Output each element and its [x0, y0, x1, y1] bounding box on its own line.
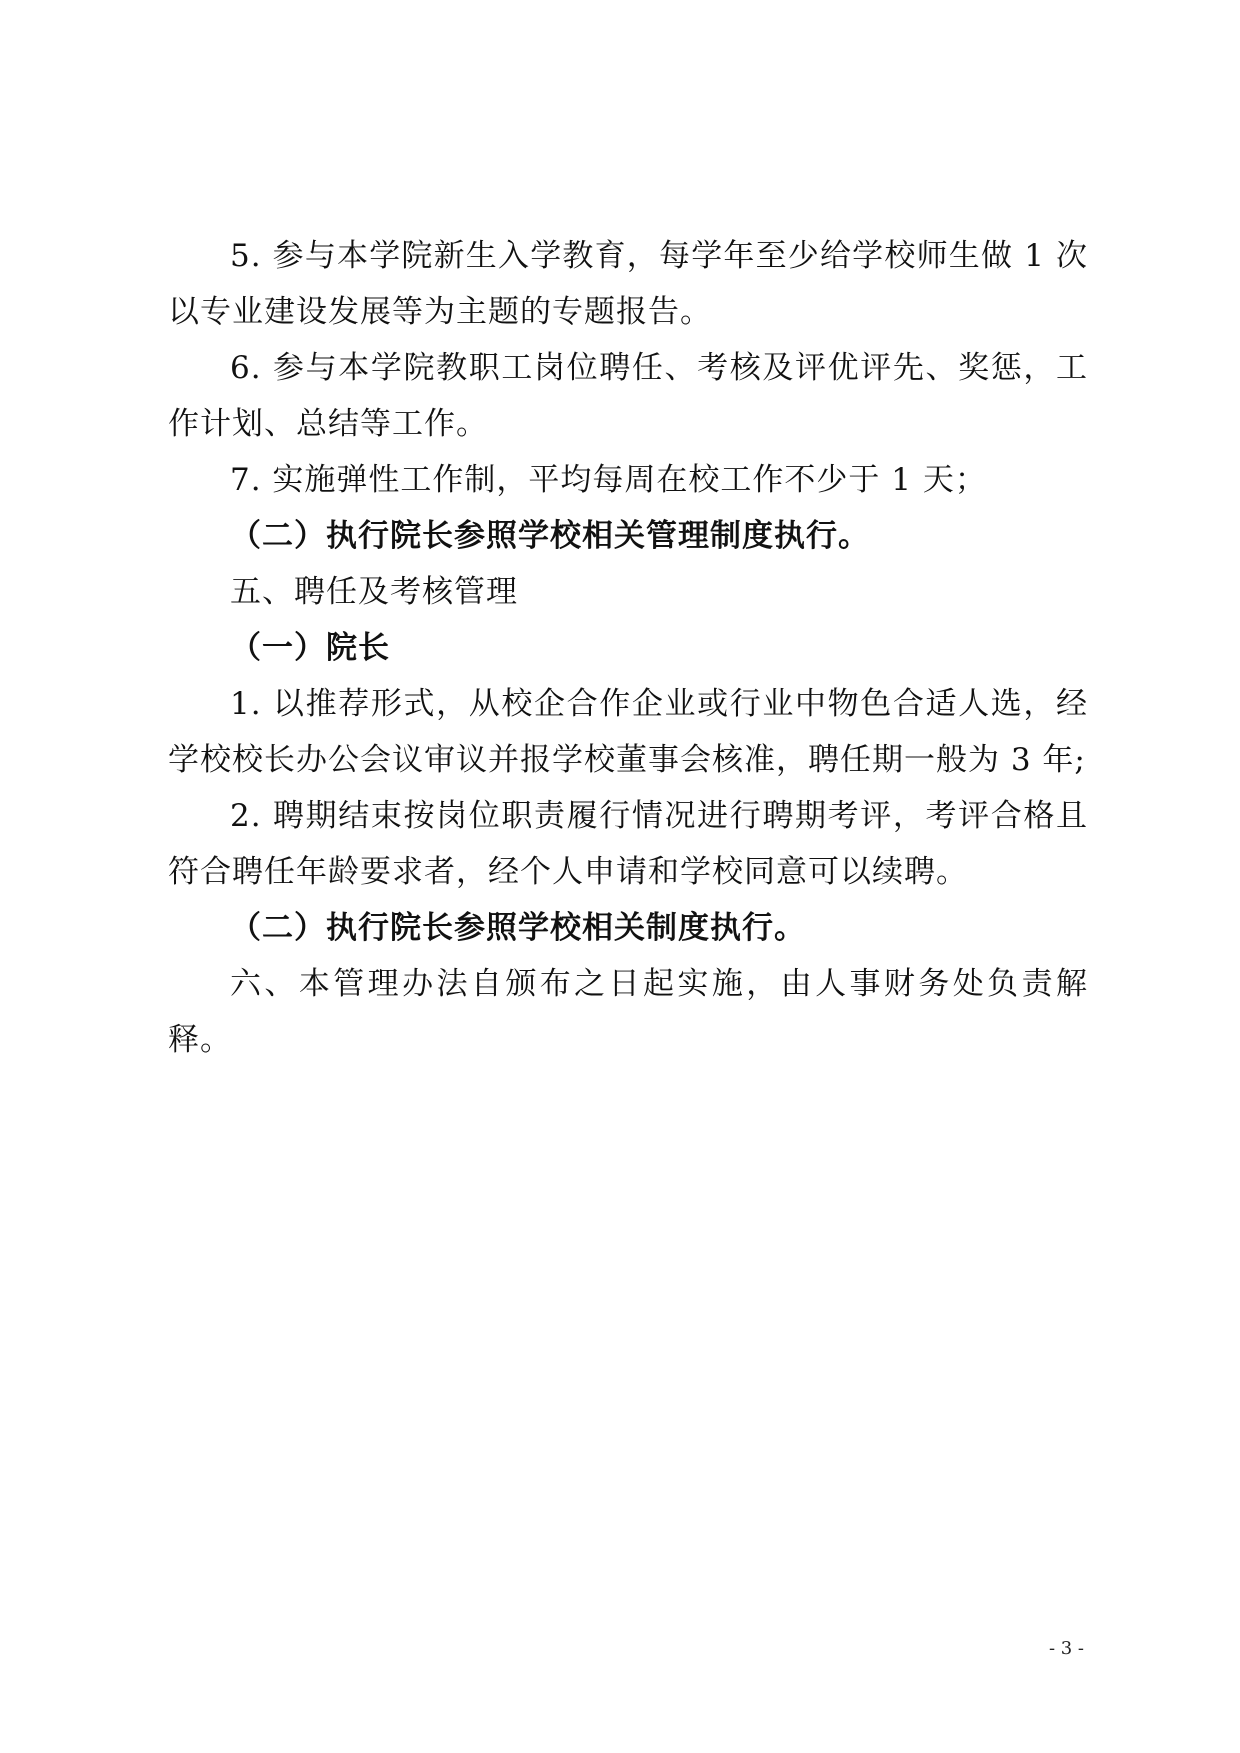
paragraph-item-7: 7. 实施弹性工作制，平均每周在校工作不少于 1 天； [230, 462, 987, 498]
document-body [168, 228, 1088, 1068]
page-number: - 3 - [1048, 1638, 1084, 1659]
section-heading-appointment: 五、聘任及考核管理 [230, 574, 518, 610]
sub-heading-executive-dean-2: （二）执行院长参照学校相关制度执行。 [230, 910, 806, 946]
paragraph-item-6: 6. 参与本学院教职工岗位聘任、考核及评优评先、奖惩，工作计划、总结等工作。 [168, 350, 1088, 442]
paragraph-item-2: 2. 聘期结束按岗位职责履行情况进行聘期考评，考评合格且符合聘任年龄要求者，经个人申请和学校同意可以续聘。 [168, 798, 1088, 890]
sub-heading-dean: （一）院长 [230, 630, 390, 666]
sub-heading-executive-dean: （二）执行院长参照学校相关管理制度执行。 [230, 518, 870, 554]
paragraph-item-5: 5. 参与本学院新生入学教育，每学年至少给学校师生做 1 次以专业建设发展等为主题的专题报告。 [168, 238, 1088, 330]
paragraph-item-1: 1. 以推荐形式，从校企合作企业或行业中物色合适人选，经学校校长办公会议审议并报学校董事会核准，聘任期一般为 3 年; [168, 686, 1088, 778]
section-heading-implementation: 六、本管理办法自颁布之日起实施，由人事财务处负责解释。 [168, 966, 1088, 1058]
